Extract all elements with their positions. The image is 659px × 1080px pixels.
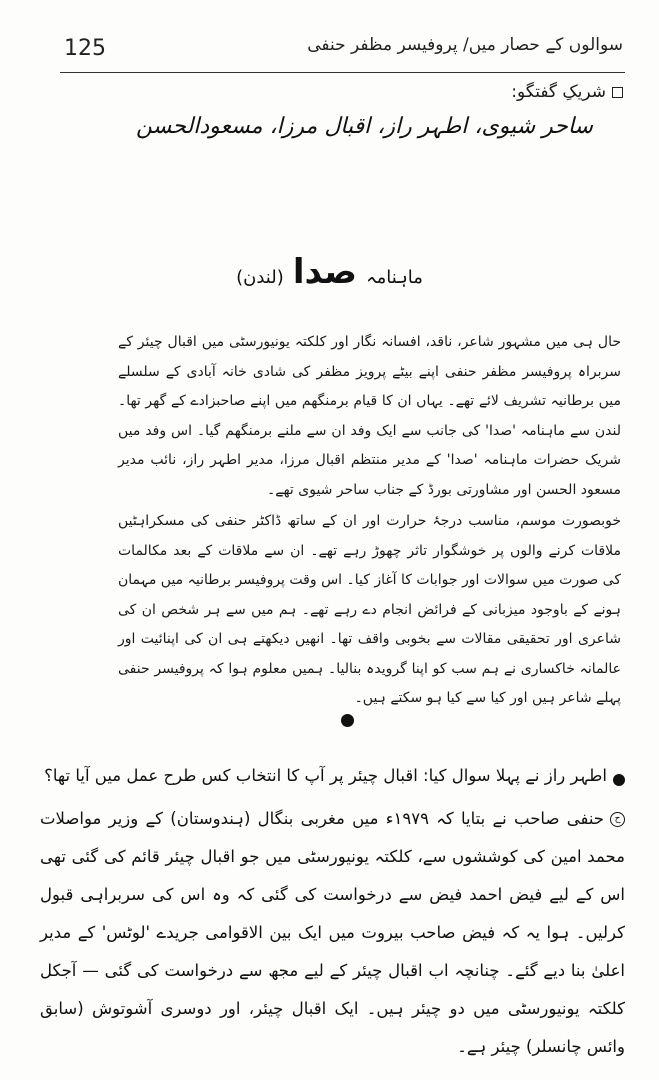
- intro-paragraph: خوبصورت موسم، مناسب درجۂ حرارت اور ان کے ساتھ ڈاکٹر حنفی کی مسکراہٹیں ملاقات کرنے والوں پر خوشگوار تاثر چھوڑ رہے تھے۔ ان سے ملاقات کے بعد مکالمات کی صورت میں سوالات اور جوابات کا آغاز کیا۔ اس وقت پروفیسر برطانیہ میں مہمان ہونے کے باوجود میزبانی کے فرائض انجام دے رہے تھے۔ ہم میں سے ہر شخص ان کی شاعری اور تحقیقی مقالات سے بخوبی واقف تھا۔ انھیں دیکھتے ہی ان کی اپنائیت اور عالمانہ خاکساری نے ہم سب کو اپنا گرویدہ بنالیا۔ ہمیں معلوم ہوا کہ پروفیسر حنفی پہلے شاعر ہیں اور کیا سے کیا ہو سکتے ہیں۔: [118, 513, 621, 706]
- header-rule: [60, 72, 625, 73]
- question-bullet-icon: [613, 774, 625, 786]
- magazine-name: صدا: [292, 252, 357, 292]
- section-divider-dot-icon: [341, 714, 354, 727]
- answer: [40, 800, 625, 1066]
- magazine-city: (لندن): [236, 267, 284, 288]
- participants-label: شریکِ گفتگو:: [511, 82, 606, 102]
- magazine-prefix: ماہنامہ: [366, 267, 423, 288]
- running-header: سوالوں کے حصار میں/ پروفیسر مظفر حنفی: [307, 35, 623, 55]
- intro-paragraph: حال ہی میں مشہور شاعر، ناقد، افسانہ نگار اور کلکتہ یونیورسٹی میں اقبال چیئر کے سربراہ پروفیسر مظفر حنفی اپنے بیٹے پرویز مظفر کی شادی خانہ آبادی کے سلسلے میں برطانیہ تشریف لائے تھے۔ یہاں ان کا قیام برمنگھم میں اپنے صاحبزادے کے گھر تھا۔ لندن سے ماہنامہ 'صدا' کی جانب سے ایک وفد ان سے ملنے برمنگھم گیا۔ اس وفد میں شریک حضرات ماہنامہ 'صدا' کے مدیر منتظم اقبال مرزا، مدیر اطہر راز، نائب مدیر مسعود الحسن اور مشاورتی بورڈ کے جناب ساحر شیوی تھے۔: [118, 334, 621, 498]
- page-number: 125: [64, 36, 106, 61]
- question: [40, 766, 625, 786]
- question-text: اطہر راز نے پہلا سوال کیا: اقبال چیئر پر آپ کا انتخاب کس طرح عمل میں آیا تھا؟: [44, 766, 607, 785]
- magazine-title: [0, 252, 659, 292]
- intro-text: [118, 328, 621, 716]
- answer-marker-icon: ح: [610, 812, 625, 827]
- participants-label-row: [511, 82, 623, 102]
- answer-text: حنفی صاحب نے بتایا کہ ۱۹۷۹ء میں مغربی بنگال (ہندوستان) کے وزیر مواصلات محمد امین کی کوششوں سے، کلکتہ یونیورسٹی میں جو اقبال چیئر قائم کی گئی تھی اس کے لیے فیض احمد فیض سے درخواست کی گئی کہ وہ اس کی سربراہی قبول کرلیں۔ ہوا یہ کہ فیض صاحب بیروت میں ایک بین الاقوامی جریدے 'لوٹس' کے مدیر اعلیٰ بنا دیے گئے۔ چنانچہ اب اقبال چیئر کے لیے مجھ سے درخواست کی گئی — آجکل کلکتہ یونیورسٹی میں دو چیئر ہیں۔ ایک اقبال چیئر، اور دوسری آشوتوش (سابق وائس چانسلر) چیئر ہے۔: [40, 809, 625, 1056]
- participants-names: ساحر شیوی، اطہر راز، اقبال مرزا، مسعودالحسن: [136, 114, 593, 139]
- checkbox-square-icon: [612, 87, 623, 98]
